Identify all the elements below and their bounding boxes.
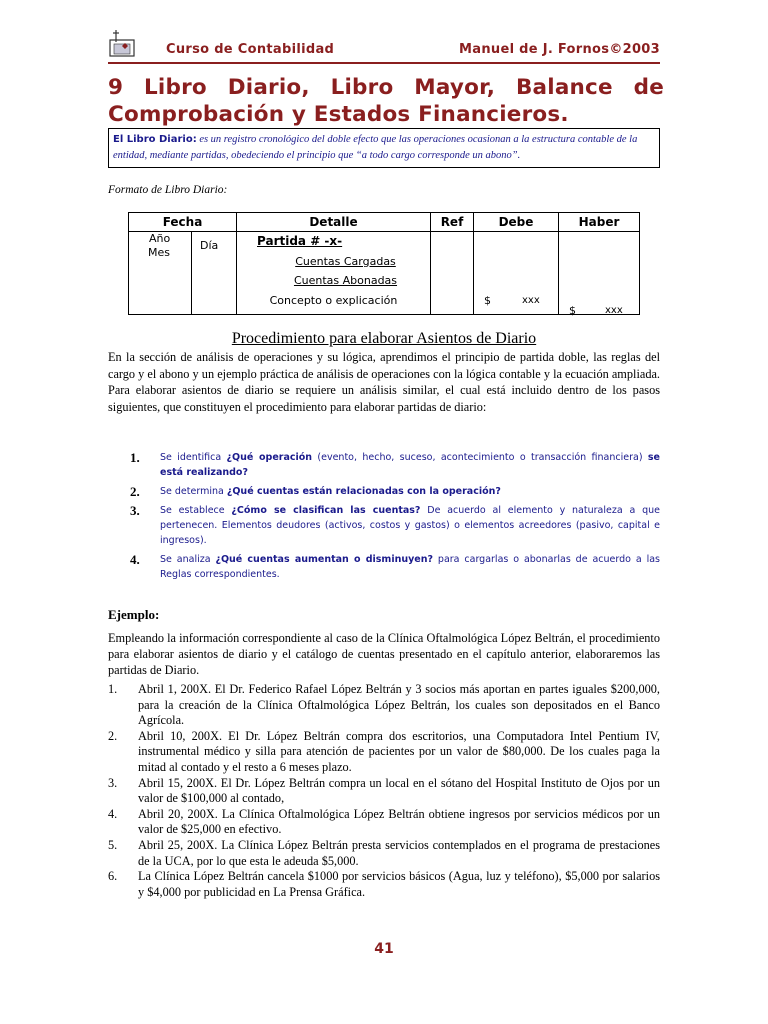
- example-items: [108, 682, 660, 900]
- table-header-row: [129, 213, 640, 232]
- example-heading: Ejemplo:: [108, 607, 160, 622]
- step-emphasis: ¿Qué operación: [226, 452, 313, 463]
- cell-year-month: [129, 232, 192, 315]
- item-number: 5.: [108, 837, 118, 852]
- header-detalle: Detalle: [237, 213, 431, 232]
- definition-box: [108, 128, 660, 168]
- item-text: Abril 15, 200X. El Dr. López Beltrán compra un local en el sótano del Hospital Instituto de Ojos por un valor de $100,000 al contado,: [138, 775, 660, 806]
- step-text: Se analiza: [160, 554, 216, 565]
- procedure-intro: En la sección de análisis de operaciones y su lógica, aprendimos el principio de partida doble, las reglas del cargo y el abono y un ejemplo práctica de análisis de operaciones con la lógica contable y la ecuación ampliada. Para elaborar asientos de diario se requiere un análisis similar, el cual está incluido dentro de los pasos siguientes, que constituyen el procedimiento para elaborar partidas de diario:: [108, 350, 660, 414]
- list-item: [108, 869, 660, 900]
- item-text: Abril 25, 200X. La Clínica López Beltrán presta servicios contemplados en el programa de prestaciones de la UCA, por lo que esta le adeuda $5,000.: [138, 837, 660, 868]
- debe-currency: $: [484, 294, 491, 307]
- list-item: [108, 776, 660, 807]
- step-text: Se establece: [160, 505, 232, 516]
- item-number: 4.: [108, 806, 118, 821]
- item-text: Abril 10, 200X. El Dr. López Beltrán compra dos escritorios, una Computadora Intel Pentium IV, instrumental médico y silla para atención de pacientes por un valor de $80,000. De los cuales paga la mitad al contado y el resto a 6 meses plazo.: [138, 728, 660, 774]
- chapter-title-line-2: Comprobación y Estados Financieros.: [108, 102, 569, 127]
- page-number: 41: [374, 941, 394, 957]
- month-label: Mes: [148, 246, 170, 259]
- cell-day: [192, 232, 237, 315]
- chapter-title: [108, 74, 664, 128]
- journal-format-table: [128, 212, 640, 315]
- step-number: 1.: [130, 450, 140, 465]
- concept-text: Concepto o explicación: [269, 293, 398, 307]
- definition-term: El Libro Diario:: [113, 134, 197, 145]
- year-label: Año: [149, 232, 171, 245]
- list-item: [108, 807, 660, 838]
- step-text: para cargarlas o abonarlas de acuerdo a las Reglas correspondientes.: [160, 554, 660, 580]
- list-item: [130, 484, 660, 499]
- entry-number: Partida # -x-: [257, 234, 343, 248]
- course-title: Curso de Contabilidad: [166, 42, 335, 57]
- definition-text: es un registro cronológico del doble efecto que las operaciones ocasionan a la estructura contable de la entidad, mediante partidas, obedeciendo el principio que “a todo cargo corresponde un abono”.: [113, 134, 638, 161]
- haber-currency: $: [569, 304, 576, 317]
- institution-logo-icon: [108, 28, 136, 58]
- item-text: La Clínica López Beltrán cancela $1000 por servicios básicos (Agua, luz y teléfono), $5,000 por salarios y $4,000 por publicidad en La Prensa Gráfica.: [138, 869, 660, 899]
- page-header: [108, 28, 660, 64]
- header-fecha: Fecha: [129, 213, 237, 232]
- step-emphasis: ¿Qué cuentas aumentan o disminuyen?: [215, 554, 434, 565]
- list-item: [108, 682, 660, 729]
- step-text: Se identifica: [160, 452, 227, 463]
- debit-accounts: Cuentas Cargadas: [295, 254, 396, 268]
- step-text: De acuerdo al elemento y naturaleza a que pertenecen. Elementos deudores (activos, costos y gastos) o elementos acreedores (pasivo, capital e ingresos).: [160, 505, 660, 546]
- cell-ref: [431, 232, 474, 315]
- cell-haber: [559, 232, 640, 315]
- format-label: Formato de Libro Diario:: [108, 184, 228, 196]
- header-ref: Ref: [431, 213, 474, 232]
- table-row: [129, 232, 640, 315]
- list-item: [108, 838, 660, 869]
- item-number: 3.: [108, 775, 118, 790]
- example-intro: Empleando la información correspondiente al caso de la Clínica Oftalmológica López Beltrán, el procedimiento para elaborar asientos de diario y el catálogo de cuentas presentado en el capítulo anterior, elaboraremos las partidas de Diario.: [108, 631, 660, 677]
- step-emphasis: se está realizando?: [160, 452, 661, 478]
- step-emphasis: ¿Qué cuentas están relacionadas con la operación?: [226, 486, 501, 497]
- step-emphasis: ¿Cómo se clasifican las cuentas?: [231, 505, 421, 516]
- step-number: 3.: [130, 503, 140, 518]
- day-label: Día: [200, 239, 219, 252]
- item-text: Abril 1, 200X. El Dr. Federico Rafael López Beltrán y 3 socios más aportan en partes iguales $200,000, para la creación de la Clínica Oftalmológica López Beltrán, los cuales son depositados en el Banco Agrícola.: [138, 682, 660, 728]
- chapter-title-line-1: 9 Libro Diario, Libro Mayor, Balance de: [108, 75, 664, 100]
- item-text: Abril 20, 200X. La Clínica Oftalmológica López Beltrán obtiene ingresos por servicios médicos por un valor de $25,000 en efectivo.: [138, 806, 660, 837]
- item-number: 6.: [108, 869, 118, 884]
- item-number: 2.: [108, 728, 118, 743]
- step-number: 2.: [130, 484, 140, 499]
- header-haber: Haber: [559, 213, 640, 232]
- cell-detail: [237, 232, 431, 315]
- header-debe: Debe: [474, 213, 559, 232]
- list-item: [108, 729, 660, 776]
- list-item: [130, 503, 660, 548]
- procedure-steps: [130, 450, 660, 582]
- haber-amount: xxx: [605, 305, 623, 316]
- step-text: (evento, hecho, suceso, acontecimiento o transacción financiera): [312, 452, 648, 463]
- procedure-heading: Procedimiento para elaborar Asientos de Diario: [231, 330, 537, 347]
- step-text: Se determina: [160, 486, 227, 497]
- debe-amount: xxx: [522, 295, 540, 306]
- step-number: 4.: [130, 552, 140, 567]
- item-number: 1.: [108, 682, 118, 696]
- list-item: [130, 450, 660, 480]
- cell-debe: [474, 232, 559, 315]
- author-copyright: Manuel de J. Fornos©2003: [459, 42, 660, 57]
- list-item: [130, 552, 660, 582]
- credit-accounts: Cuentas Abonadas: [293, 274, 398, 287]
